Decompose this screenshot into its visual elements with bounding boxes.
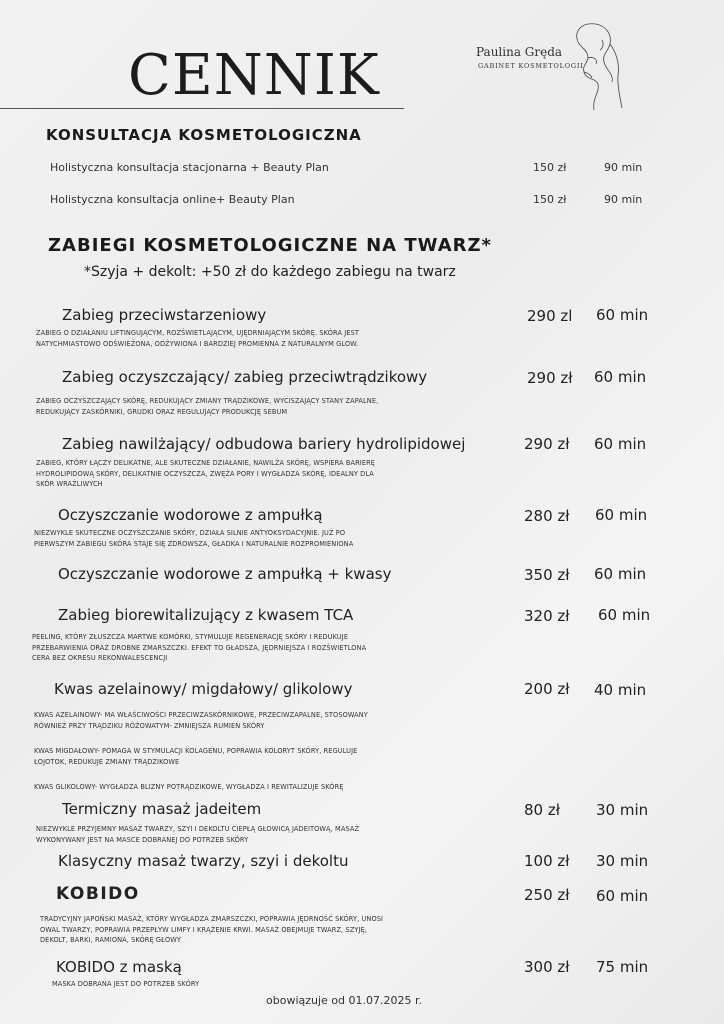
service-price: 290 zł — [527, 369, 573, 387]
service-duration: 60 min — [594, 368, 647, 386]
service-price: 290 zł — [524, 435, 570, 453]
description-line: ZABIEG OCZYSZCZAJĄCY SKÓRĘ, REDUKUJĄCY ZMIANY TRĄDZIKOWE, WYCISZAJĄCY STANY ZAPALNE, — [36, 397, 379, 405]
validity-date: obowiązuje od 01.07.2025 r. — [266, 994, 422, 1007]
consultation-name: Holistyczna konsultacja stacjonarna + Beauty Plan — [50, 161, 329, 174]
service-price: 320 zł — [524, 607, 570, 625]
description-line: KWAS AZELAINOWY- MA WŁAŚCIWOŚCI PRZECIWZASKÓRNIKOWE, PRZECIWZAPALNE, STOSOWANY — [34, 711, 368, 719]
service-name: KOBIDO — [56, 884, 140, 904]
service-duration: 30 min — [596, 852, 649, 870]
title-divider — [0, 108, 404, 109]
service-name: Zabieg przeciwstarzeniowy — [62, 306, 267, 324]
treatments-note: *Szyja + dekolt: +50 zł do każdego zabiegu na twarz — [84, 264, 456, 280]
service-description — [36, 458, 375, 490]
description-line — [34, 731, 368, 746]
service-name: Oczyszczanie wodorowe z ampułką — [58, 506, 323, 524]
service-name: Zabieg oczyszczający/ zabieg przeciwtrądzikowy — [62, 368, 428, 386]
service-duration: 60 min — [596, 306, 649, 324]
service-description — [34, 528, 353, 549]
brand-subtitle: GABINET KOSMETOLOGII — [478, 62, 584, 70]
description-line: CERA BEZ OKRESU REKONWALESCENCJI — [32, 654, 168, 663]
description-line — [34, 767, 368, 782]
service-description — [36, 396, 378, 417]
description-line: OWAL TWARZY, POPRAWIA PRZEPŁYW LIMFY I KRĄŻENIE KRWI. MASAŻ OBEJMUJE TWARZ, SZYJĘ, — [40, 925, 367, 934]
service-name: Kwas azelainowy/ migdałowy/ glikolowy — [54, 680, 353, 698]
description-line: MASKA DOBRANA JEST DO POTRZEB SKÓRY — [52, 980, 200, 988]
consultation-price: 150 zł — [533, 161, 567, 174]
description-line: WYKONYWANY JEST NA MASCE DOBRANEJ DO POTRZEB SKÓRY — [36, 835, 249, 844]
service-price: 200 zł — [524, 680, 570, 698]
consultation-heading: KONSULTACJA KOSMETOLOGICZNA — [46, 126, 362, 144]
description-line: NIEZWYKLE SKUTECZNE OCZYSZCZANIE SKÓRY, DZIAŁA SILNIE ANTYOKSYDACYJNIE. JUŻ PO — [34, 529, 346, 537]
service-price: 300 zł — [524, 958, 570, 976]
service-description — [52, 979, 199, 990]
service-price: 350 zł — [524, 566, 570, 584]
service-price: 80 zł — [524, 801, 560, 819]
service-name: KOBIDO z maską — [56, 958, 182, 976]
description-line: SKÓR WRAŻLIWYCH — [36, 480, 103, 489]
service-duration: 60 min — [595, 506, 648, 524]
service-name: Klasyczny masaż twarzy, szyi i dekoltu — [58, 852, 349, 870]
consultation-duration: 90 min — [604, 193, 643, 206]
description-line: KWAS GLIKOLOWY- WYGŁADZA BLIZNY POTRĄDZIKOWE, WYGŁADZA I REWITALIZUJE SKÓRĘ — [34, 783, 344, 792]
service-price: 100 zł — [524, 852, 570, 870]
description-line: PIERWSZYM ZABIEGU SKÓRA STAJE SIĘ ZDROWSZA, GŁADKA I NATURALNIE ROZPROMIENIONA — [34, 539, 354, 548]
description-line: ŁOJOTOK, REDUKUJE ZMIANY TRĄDZIKOWE — [34, 757, 180, 766]
service-description — [36, 328, 359, 349]
service-duration: 60 min — [594, 435, 647, 453]
service-duration: 60 min — [598, 606, 651, 624]
brand-name: Paulina Gręda — [476, 45, 563, 59]
description-line: PEELING, KTÓRY ZŁUSZCZA MARTWE KOMÓRKI, STYMULUJE REGENERACJĘ SKÓRY I REDUKUJE — [32, 633, 349, 641]
service-price: 290 zl — [527, 307, 573, 325]
service-duration: 30 min — [596, 801, 649, 819]
description-line: PRZEBARWIENIA ORAZ DROBNE ZMARSZCZKI. EFEKT TO GŁADSZA, JĘDRNIEJSZA I ROZŚWIETLONA — [32, 643, 367, 652]
service-price: 280 zł — [524, 507, 570, 525]
service-name: Termiczny masaż jadeitem — [62, 800, 262, 818]
description-line: RÓWNIEŻ PRZY TRĄDZIKU RÓŻOWATYM- ZMNIEJSZA RUMIEŃ SKÓRY — [34, 721, 265, 730]
service-duration: 60 min — [596, 887, 649, 905]
consultation-duration: 90 min — [604, 161, 643, 174]
description-line: ZABIEG O DZIAŁANIU LIFTINGUJĄCYM, ROZŚWIETLAJĄCYM, UJĘDRNIAJĄCYM SKÓRĘ. SKÓRA JEST — [36, 329, 359, 337]
page-title: CENNIK — [128, 43, 380, 108]
description-line: TRADYCYJNY JAPOŃSKI MASAŻ, KTÓRY WYGŁADZA ZMARSZCZKI, POPRAWIA JĘDRNOŚĆ SKÓRY, UNOSI — [40, 915, 384, 923]
treatments-heading: ZABIEGI KOSMETOLOGICZNE NA TWARZ* — [48, 235, 492, 256]
service-description — [32, 632, 366, 664]
consultation-price: 150 zł — [533, 193, 567, 206]
service-duration: 40 min — [594, 681, 647, 699]
service-duration: 60 min — [594, 565, 647, 583]
description-line: REDUKUJĄCY ZASKÓRNIKI, GRUDKI ORAZ REGULUJĄCY PRODUKCJĘ SEBUM — [36, 407, 288, 416]
service-description — [34, 710, 368, 793]
service-description — [40, 914, 383, 946]
description-line: DEKOLT, BARKI, RAMIONA, SKÓRĘ GŁOWY — [40, 936, 181, 945]
service-name: Zabieg nawilżający/ odbudowa bariery hydrolipidowej — [62, 435, 466, 453]
service-duration: 75 min — [596, 958, 649, 976]
description-line: NATYCHMIASTOWO ODŚWIEŻONA, ODŻYWIONA I BARDZIEJ PROMIENNA Z NATURALNYM GLOW. — [36, 339, 359, 348]
service-price: 250 zł — [524, 886, 570, 904]
description-line: HYDROLIPIDOWĄ SKÓRY, DELIKATNIE OCZYSZCZA, ZWĘŻA PORY I WYGŁADZA SKÓRĘ, IDEALNY DLA — [36, 469, 374, 478]
description-line: ZABIEG, KTÓRY ŁĄCZY DELIKATNE, ALE SKUTECZNE DZIAŁANIE, NAWILŻA SKÓRĘ, WSPIERA BARIERĘ — [36, 459, 376, 467]
service-description — [36, 824, 359, 845]
service-name: Oczyszczanie wodorowe z ampułką + kwasy — [58, 565, 392, 583]
service-name: Zabieg biorewitalizujący z kwasem TCA — [58, 606, 354, 624]
description-line: NIEZWYKLE PRZYJEMNY MASAŻ TWARZY, SZYI I DEKOLTU CIEPŁĄ GŁOWICĄ JADEITOWĄ, MASAŻ — [36, 825, 360, 833]
consultation-name: Holistyczna konsultacja online+ Beauty Plan — [50, 193, 295, 206]
description-line: KWAS MIGDAŁOWY- POMAGA W STYMULACJI KOLAGENU, POPRAWIA KOLORYT SKÓRY, REGULUJE — [34, 747, 358, 756]
